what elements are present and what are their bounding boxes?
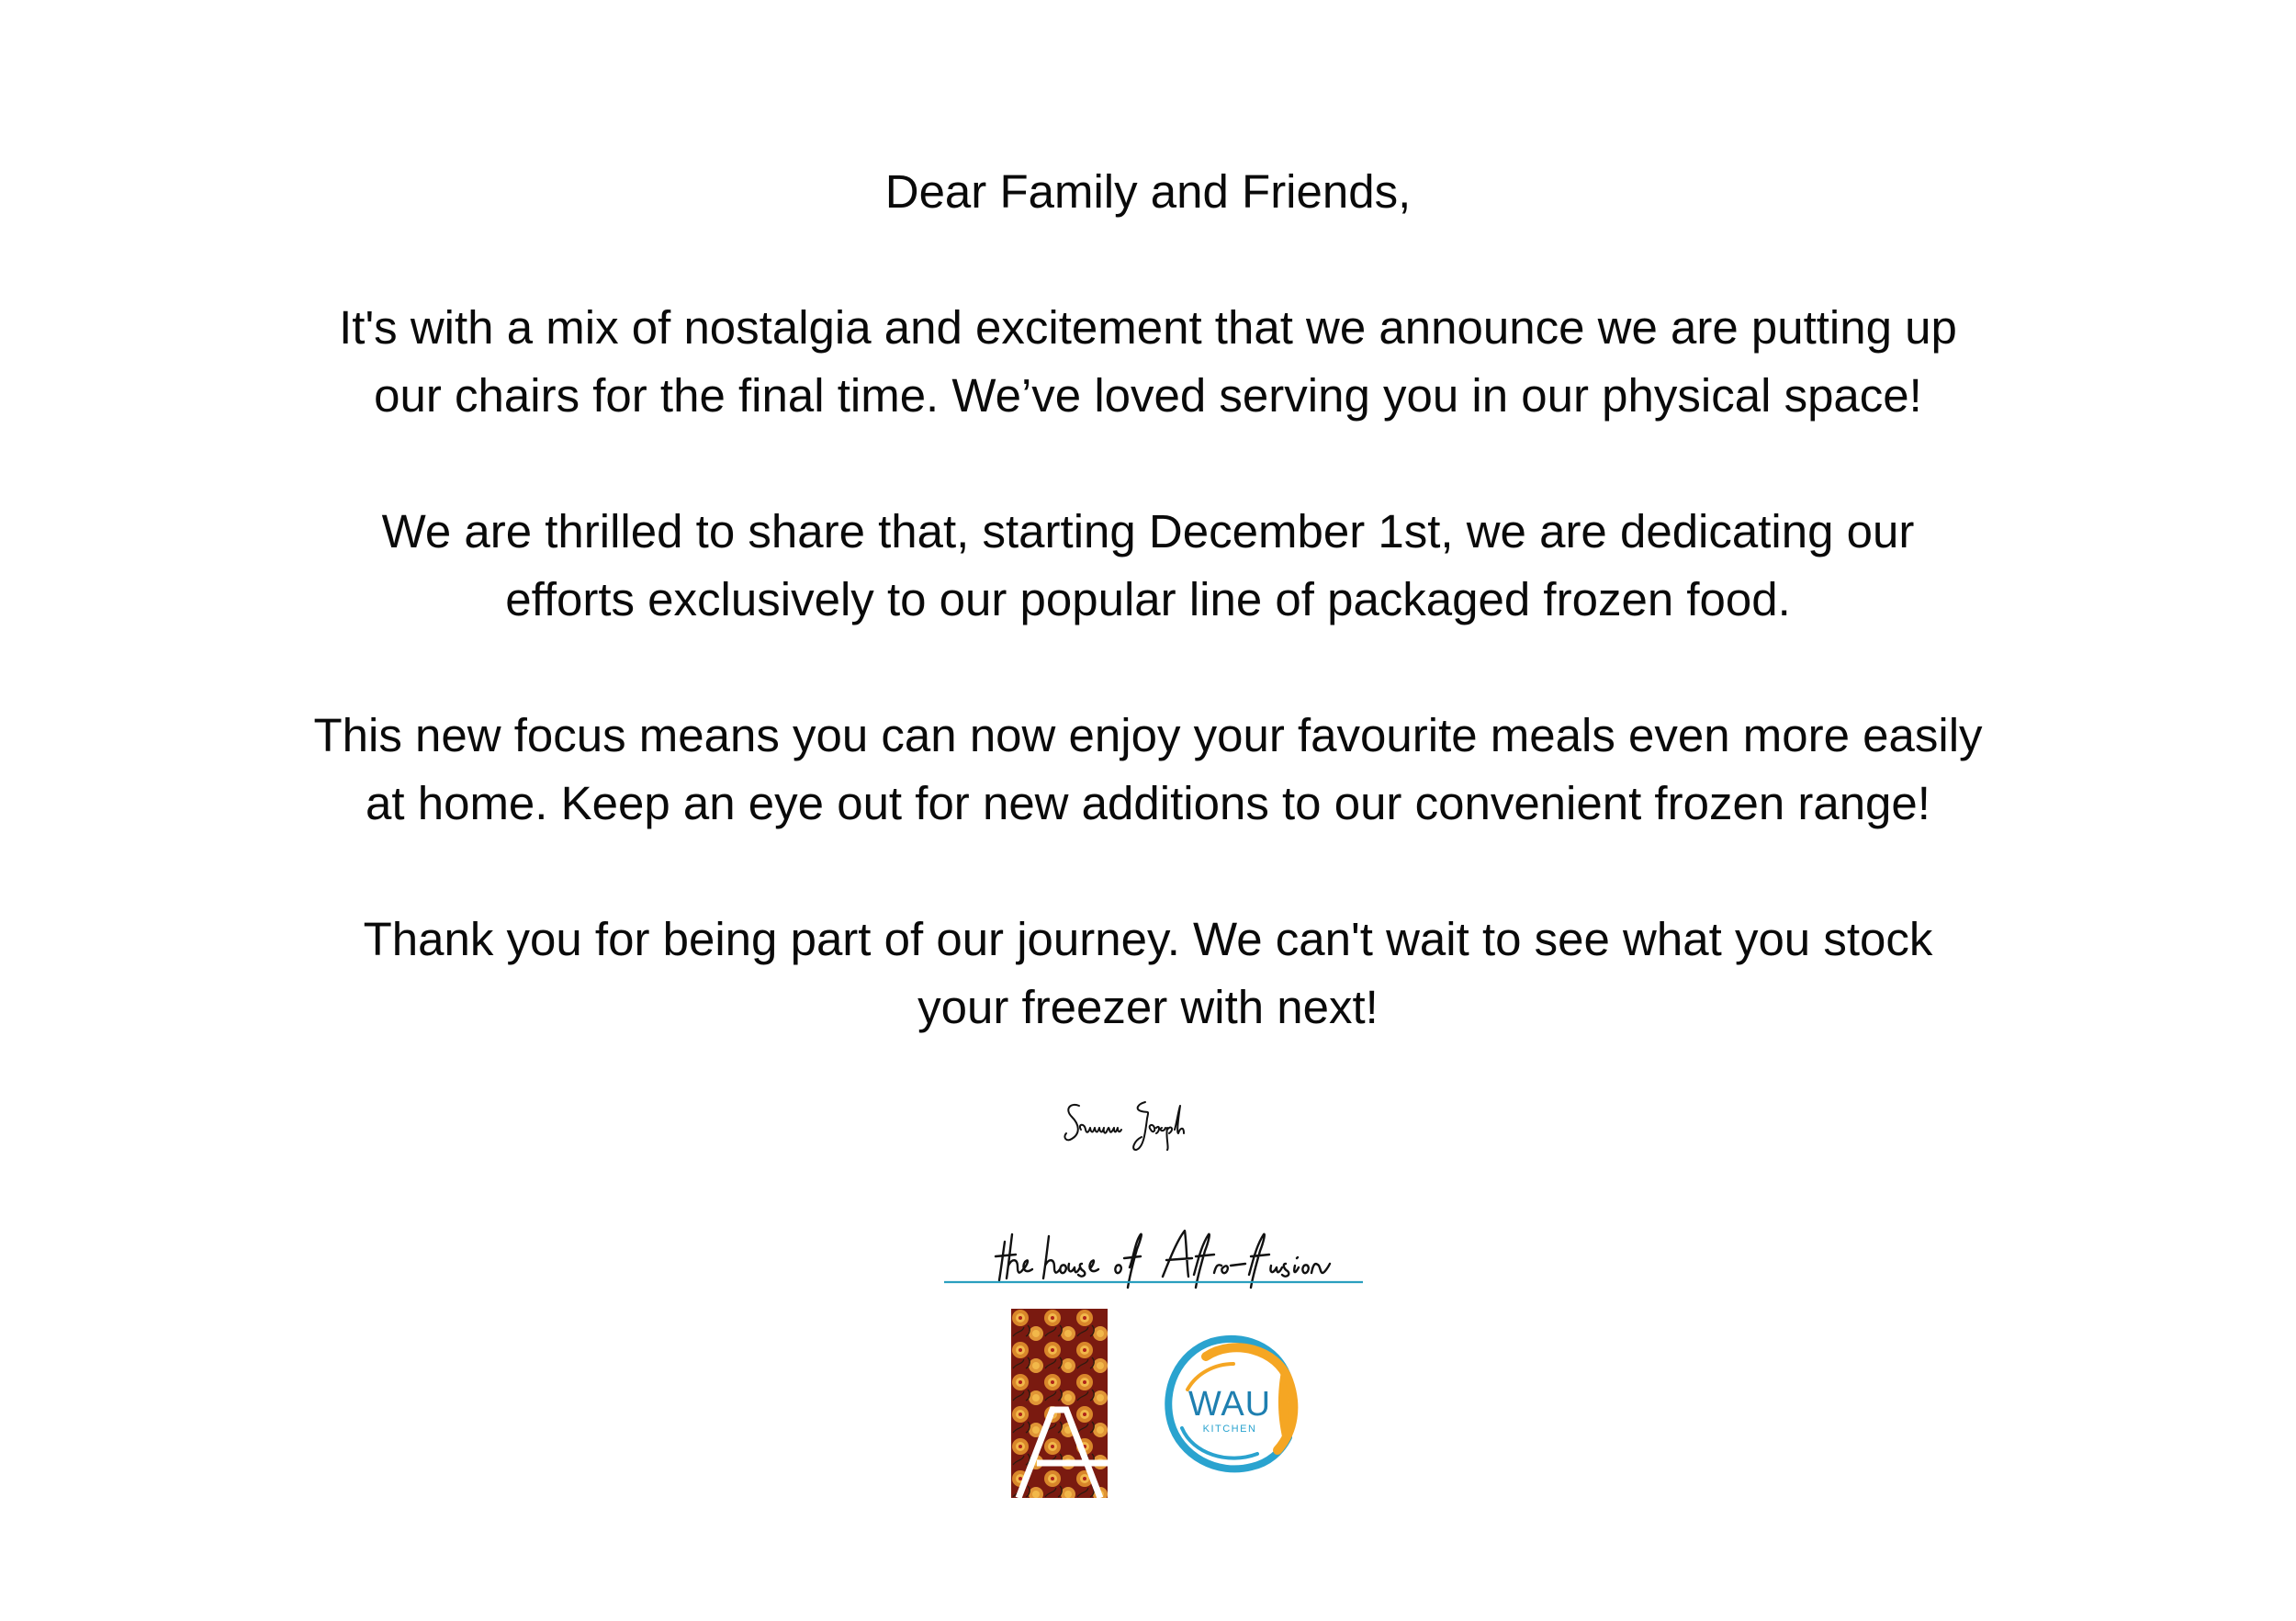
paragraph-line: We are thrilled to share that, starting December 1st, we are dedicating our — [381, 505, 1915, 557]
letter-body — [0, 158, 2296, 1041]
paragraph-new-focus — [0, 702, 2296, 838]
wau-subtitle: KITCHEN — [1202, 1424, 1257, 1435]
paragraph-line: your freezer with next! — [917, 981, 1379, 1033]
greeting: Dear Family and Friends, — [884, 165, 1412, 218]
paragraph-thank-you — [0, 906, 2296, 1041]
brand-logos — [0, 1309, 2296, 1498]
paragraph-line: efforts exclusively to our popular line of packaged frozen food. — [505, 573, 1791, 625]
tagline-logo — [937, 1221, 1370, 1295]
paragraph-line: Thank you for being part of our journey. We can't wait to see what you stock — [363, 913, 1933, 965]
wau-kitchen-logo — [1151, 1325, 1309, 1483]
tagline-script — [937, 1221, 1370, 1295]
afro-fusion-a-logo — [1011, 1309, 1108, 1498]
paragraph-line: our chairs for the final time. We’ve loved serving you in our physical space! — [374, 369, 1922, 422]
paragraph-line: This new focus means you can now enjoy your favourite meals even more easily — [313, 709, 1983, 761]
paragraph-announcement — [0, 294, 2296, 430]
paragraph-line: It's with a mix of nostalgia and excitement that we announce we are putting up — [339, 301, 1957, 354]
wau-text: WAU — [1187, 1385, 1272, 1424]
signature-scribble — [1061, 1093, 1235, 1157]
paragraph-line: at home. Keep an eye out for new additions to our convenient frozen range! — [366, 777, 1930, 829]
paragraph-frozen-food — [0, 498, 2296, 634]
signature — [0, 1093, 2296, 1162]
wau-ring-icon — [1151, 1325, 1309, 1483]
patterned-a-icon — [1011, 1309, 1108, 1498]
